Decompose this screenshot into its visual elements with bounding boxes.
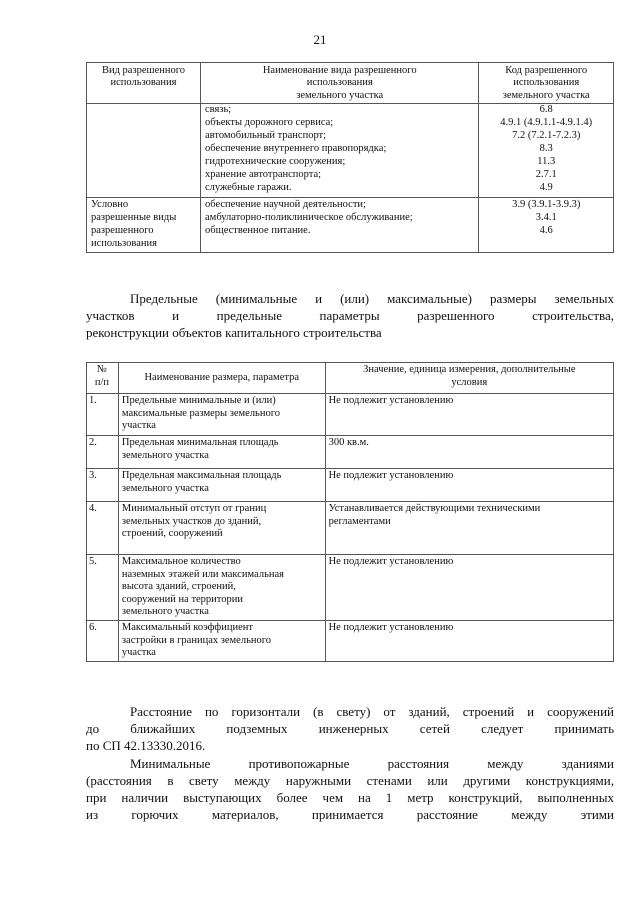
use-code: 11.3: [537, 156, 556, 168]
use-code: 6.8: [539, 103, 553, 115]
conditional-uses-names: [201, 197, 479, 252]
row-num: 1.: [87, 394, 119, 436]
row-num: 6.: [87, 620, 119, 661]
header-num: № п/п: [87, 363, 119, 394]
use-code: 4.6: [539, 224, 553, 236]
distance-paragraph: Расстояние по горизонтали (в свету) от зданий, строений и сооружений до ближайших подземных инженерных сетей следует принимать по СП 42.13330.2016.: [86, 704, 614, 753]
table-row: [87, 502, 614, 555]
row-param-name: Предельная минимальная площадь земельного участка: [118, 436, 325, 469]
use-code: 8.3: [539, 143, 553, 155]
parameters-heading: Предельные (минимальные и (или) максимальные) размеры земельных участков и предельные параметры разрешенного строительства, реконструкции объектов капитального строительства: [86, 291, 614, 340]
row-param-value: Не подлежит установлению: [325, 394, 613, 436]
row-num: 5.: [87, 555, 119, 621]
permitted-use-header-row: [87, 63, 614, 104]
fire-distance-paragraph: Минимальные противопожарные расстояния между зданиями (расстояния в свету между наружными стенами или другими конструкциями, при наличии выступающих более чем на 1 метр конструкций, выполненных из горючих материалов, принимается расстояние между этими: [86, 756, 614, 822]
use-name: общественное питание.: [205, 224, 311, 236]
use-name: связь;: [205, 103, 232, 115]
conditional-uses-type: Условно разрешенные виды разрешенного использования: [87, 197, 201, 252]
header-use-code: Код разрешенного использования земельного участка: [479, 63, 614, 104]
row-param-name: Предельная максимальная площадь земельного участка: [118, 469, 325, 502]
row-param-name: Предельные минимальные и (или) максимальные размеры земельного участка: [118, 394, 325, 436]
row-num: 2.: [87, 436, 119, 469]
main-uses-codes: [479, 103, 614, 197]
row-param-value: Устанавливается действующими техническими регламентами: [325, 502, 613, 555]
conditional-uses-codes: [479, 197, 614, 252]
row-param-name: Максимальный коэффициент застройки в границах земельного участка: [118, 620, 325, 661]
row-param-value: Не подлежит установлению: [325, 555, 613, 621]
row-num: 4.: [87, 502, 119, 555]
use-code: 4.9.1 (4.9.1.1-4.9.1.4): [500, 116, 593, 128]
main-uses-names: [201, 103, 479, 197]
page-number: 21: [313, 32, 327, 47]
parameters-table: [86, 362, 614, 662]
use-name: автомобильный транспорт;: [205, 130, 327, 142]
use-name: обеспечение внутреннего правопорядка;: [205, 143, 387, 155]
use-code: 7.2 (7.2.1-7.2.3): [512, 130, 581, 142]
use-name: хранение автотранспорта;: [205, 169, 322, 181]
row-param-name: Минимальный отступ от границ земельных участков до зданий, строений, сооружений: [118, 502, 325, 555]
table-row: [87, 469, 614, 502]
conditional-uses-row: [87, 197, 614, 252]
row-param-value: Не подлежит установлению: [325, 620, 613, 661]
table-row: [87, 394, 614, 436]
table-row: [87, 555, 614, 621]
table-row: [87, 620, 614, 661]
use-code: 2.7.1: [535, 169, 557, 181]
use-code: 3.9 (3.9.1-3.9.3): [512, 198, 581, 210]
row-param-name: Максимальное количество наземных этажей или максимальная высота зданий, строений, сооружений на территории земельного участка: [118, 555, 325, 621]
use-name: объекты дорожного сервиса;: [205, 116, 334, 128]
row-param-value: Не подлежит установлению: [325, 469, 613, 502]
header-param-value: Значение, единица измерения, дополнительные условия: [325, 363, 613, 394]
use-code: 4.9: [539, 182, 553, 194]
use-name: гидротехнические сооружения;: [205, 156, 346, 168]
main-uses-type-cell: [87, 103, 201, 197]
header-param-name: Наименование размера, параметра: [118, 363, 325, 394]
header-use-name: Наименование вида разрешенного использования земельного участка: [201, 63, 479, 104]
permitted-use-table: [86, 62, 614, 253]
row-num: 3.: [87, 469, 119, 502]
use-name: служебные гаражи.: [205, 182, 292, 194]
use-code: 3.4.1: [535, 211, 557, 223]
row-param-value: 300 кв.м.: [325, 436, 613, 469]
parameters-header-row: [87, 363, 614, 394]
table-row: [87, 436, 614, 469]
use-name: обеспечение научной деятельности;: [205, 198, 366, 210]
header-use-type: Вид разрешенного использования: [87, 63, 201, 104]
use-name: амбулаторно-поликлиническое обслуживание;: [205, 211, 413, 223]
main-uses-row: [87, 103, 614, 197]
